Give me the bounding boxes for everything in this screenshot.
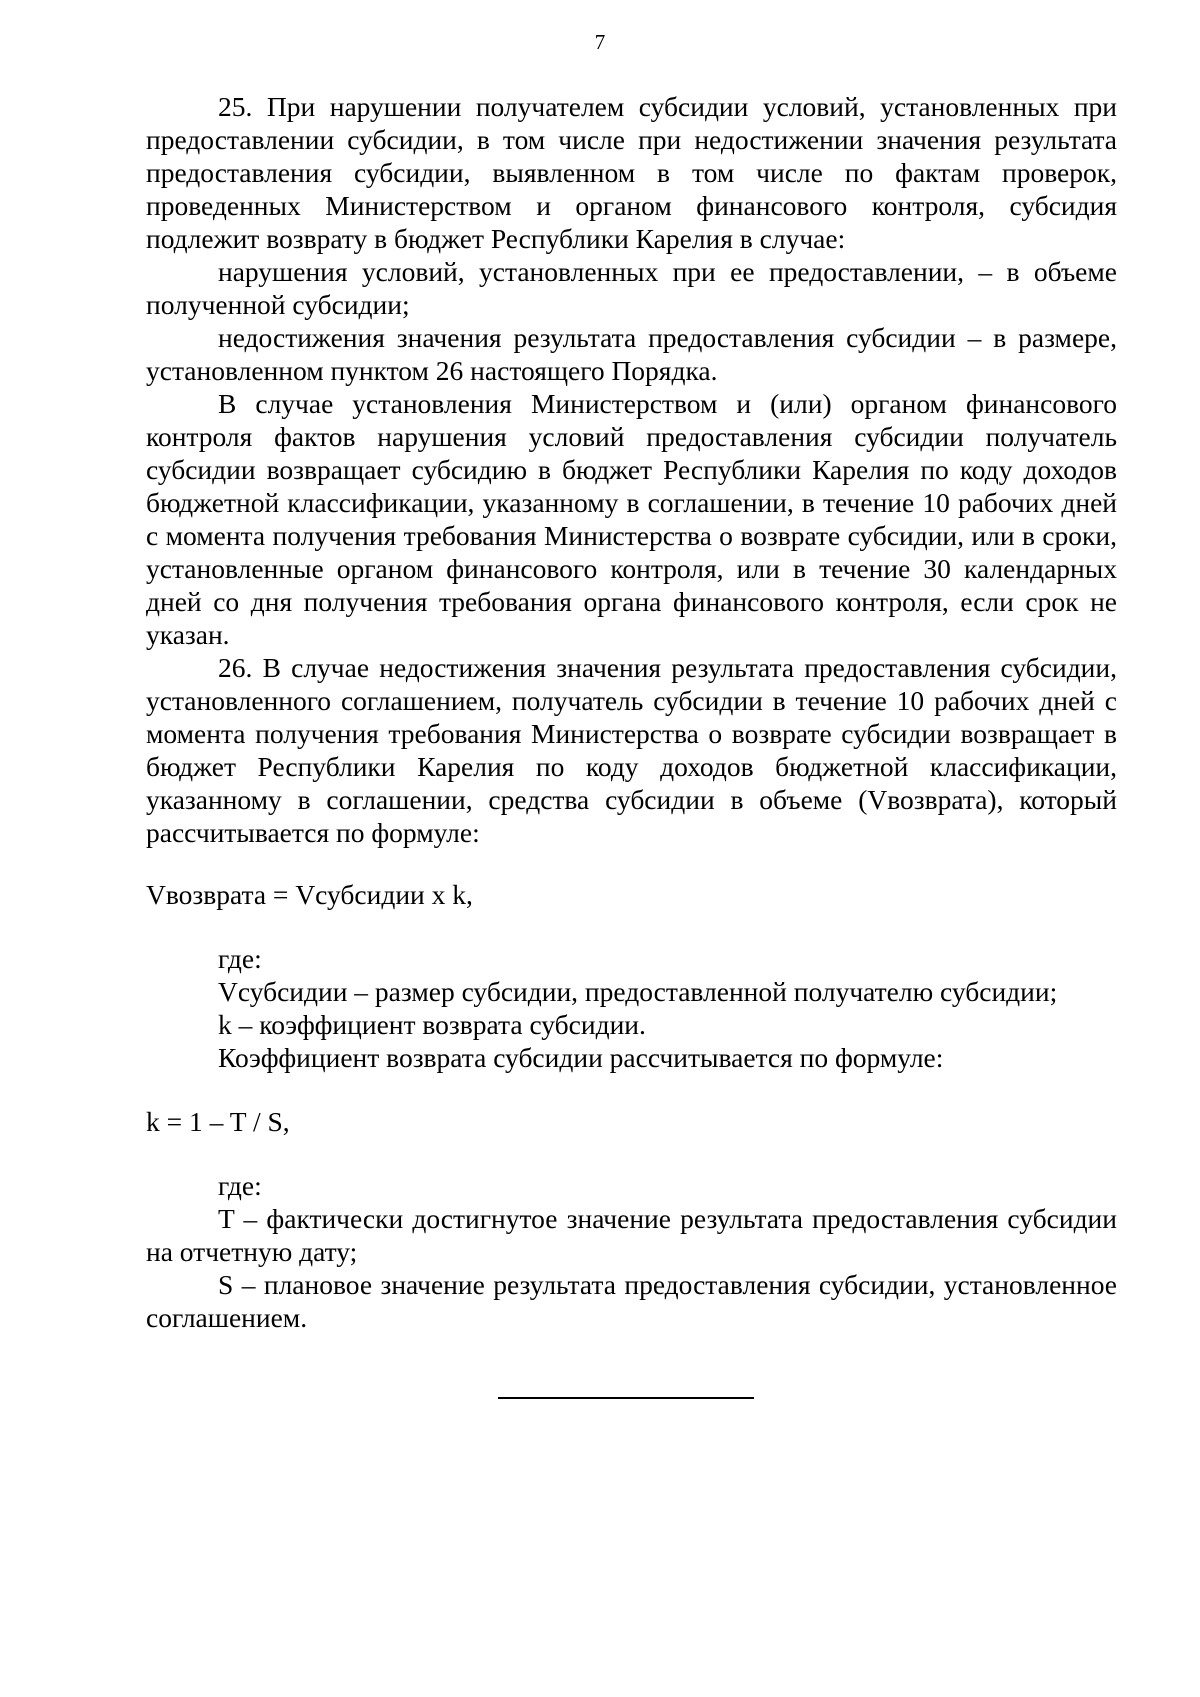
paragraph-control-violations: В случае установления Министерством и (или) органом финансового контроля фактов нарушения условий предоставления субсидии получатель субсидии возвращает субсидию в бюджет Республики Карелия по коду доходов бюджетной классификации, указанному в соглашении, в течение 10 рабочих дней с момента получения требования Министерства о возврате субсидии, или в сроки, установленные органом финансового контроля, или в течение 30 календарных дней со дня получения требования органа финансового контроля, если срок не указан. bbox=[146, 388, 1117, 650]
definition-s: S – плановое значение результата предоставления субсидии, установленное соглашением. bbox=[146, 1269, 1117, 1333]
definition-t: T – фактически достигнутое значение результата предоставления субсидии на отчетную дату; bbox=[146, 1203, 1117, 1267]
paragraph-violation-conditions: нарушения условий, установленных при ее предоставлении, – в объеме полученной субсидии; bbox=[146, 256, 1117, 320]
paragraph-26: 26. В случае недостижения значения результата предоставления субсидии, установленного соглашением, получатель субсидии в течение 10 рабочих дней с момента получения требования Министерства о возврате субсидии возвращает в бюджет Республики Карелия по коду доходов бюджетной классификации, указанному в соглашении, средства субсидии в объеме (Vвозврата), который рассчитывается по формуле: bbox=[146, 652, 1117, 848]
definition-vsubsidii: Vсубсидии – размер субсидии, предоставленной получателю субсидии; bbox=[218, 976, 1058, 1007]
coefficient-intro: Коэффициент возврата субсидии рассчитывается по формуле: bbox=[218, 1042, 944, 1073]
end-separator-line bbox=[498, 1397, 754, 1399]
formula-1-where: где: bbox=[218, 943, 262, 974]
page-number: 7 bbox=[594, 30, 606, 54]
formula-2-where: где: bbox=[218, 1170, 262, 1201]
paragraph-non-achievement: недостижения значения результата предоставления субсидии – в размере, установленном пунктом 26 настоящего Порядка. bbox=[146, 322, 1117, 386]
document-body bbox=[146, 90, 1117, 1334]
formula-return-volume: Vвозврата = Vсубсидии x k, bbox=[146, 879, 473, 910]
formula-coefficient: k = 1 – T / S, bbox=[146, 1106, 290, 1137]
definition-k: k – коэффициент возврата субсидии. bbox=[218, 1009, 646, 1040]
paragraph-25: 25. При нарушении получателем субсидии условий, установленных при предоставлении субсидии, в том числе при недостижении значения результата предоставления субсидии, выявленном в том числе по фактам проверок, проведенных Министерством и органом финансового контроля, субсидия подлежит возврату в бюджет Республики Карелия в случае: bbox=[146, 91, 1117, 254]
